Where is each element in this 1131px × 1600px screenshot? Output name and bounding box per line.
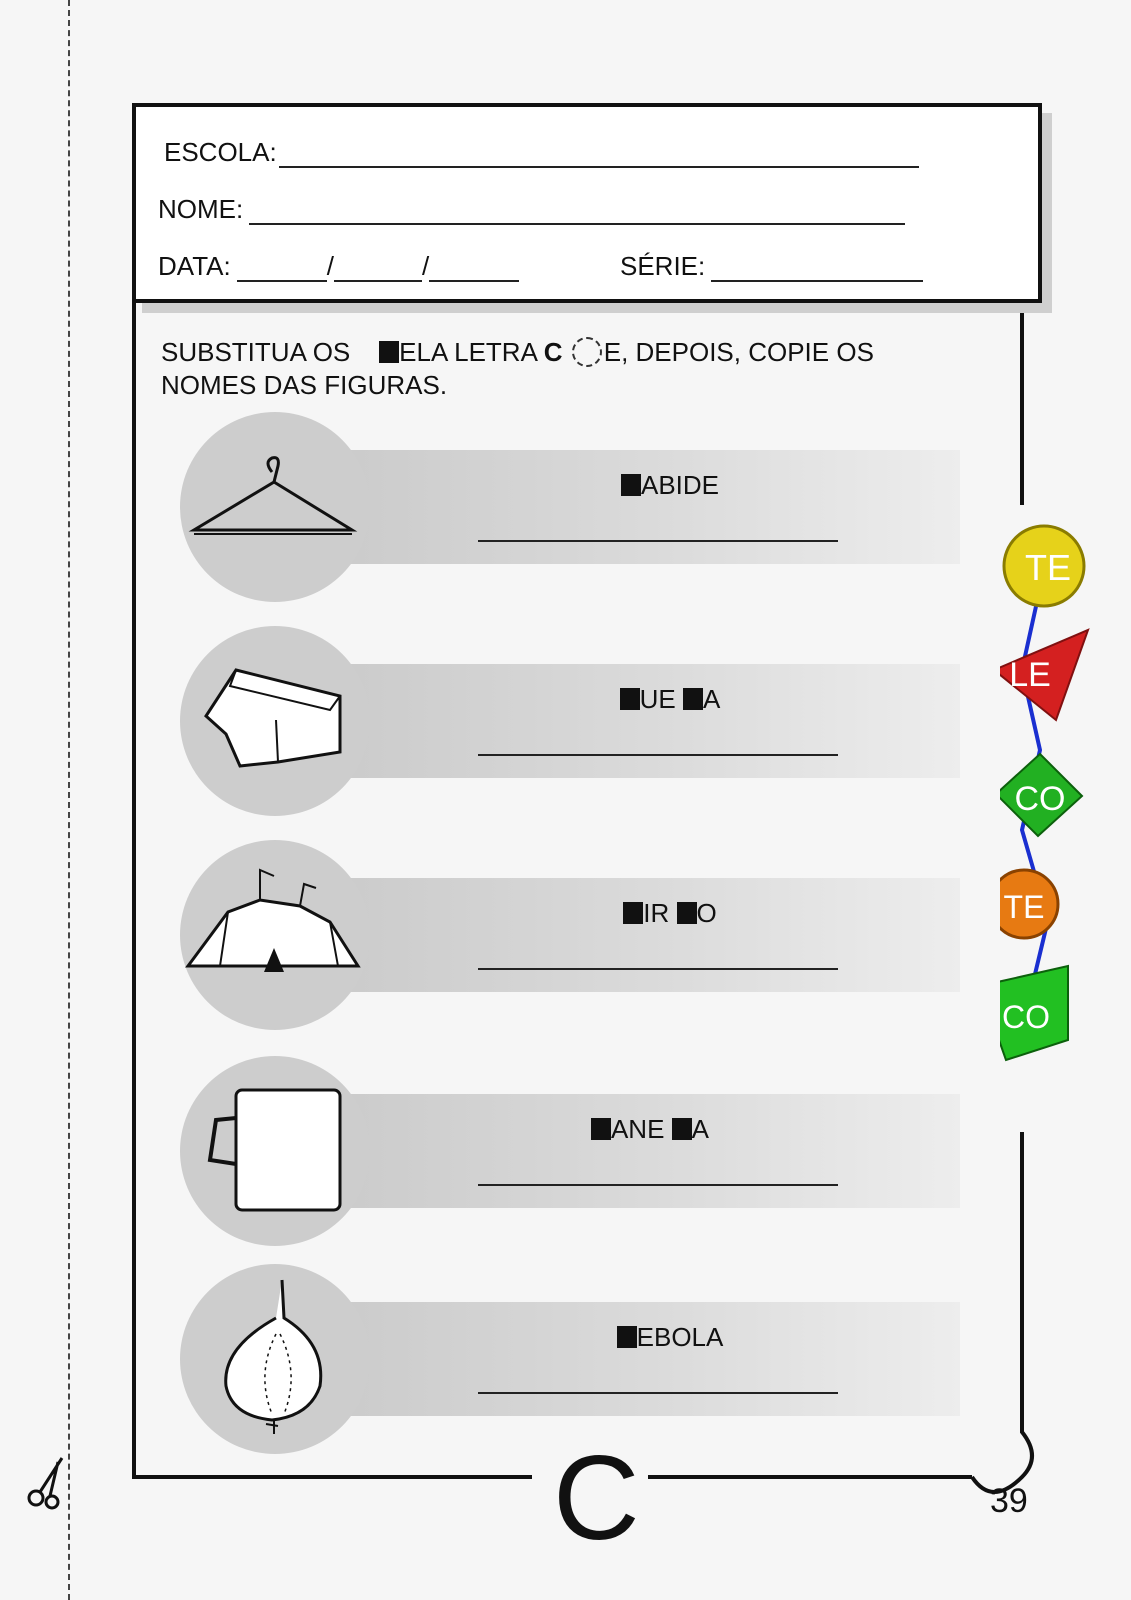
- hanger-icon: [180, 412, 370, 602]
- footer-letter: C: [545, 1438, 648, 1558]
- date-label: DATA:: [158, 251, 231, 281]
- answer-line[interactable]: [478, 754, 838, 756]
- grade-field[interactable]: [711, 258, 923, 282]
- date-month-field[interactable]: [334, 258, 422, 282]
- grade-label: SÉRIE:: [620, 251, 706, 281]
- dashed-circle-icon: [572, 337, 602, 367]
- name-label: NOME:: [158, 194, 244, 224]
- token-green: [1000, 754, 1082, 836]
- item-band: [270, 450, 960, 564]
- exercise-item: [180, 1264, 960, 1454]
- syllable-chain: [1000, 520, 1100, 1080]
- date-separator: /: [326, 251, 334, 281]
- token-yellow: [1004, 526, 1084, 606]
- page-number: 39: [990, 1482, 1028, 1520]
- circus-tent-icon: [180, 840, 370, 1030]
- grade-row: [620, 251, 923, 282]
- underwear-icon: [180, 626, 370, 816]
- svg-text:CO: CO: [1014, 780, 1066, 818]
- school-row: [164, 137, 919, 168]
- item-band: [270, 664, 960, 778]
- onion-icon: [180, 1264, 370, 1454]
- svg-text:TE: TE: [1024, 547, 1072, 588]
- scissors-icon: [22, 1452, 72, 1512]
- date-day-field[interactable]: [237, 258, 327, 282]
- item-word: IR O: [480, 898, 860, 929]
- token-red: [1000, 630, 1088, 720]
- answer-line[interactable]: [478, 968, 838, 970]
- answer-line[interactable]: [478, 1392, 838, 1394]
- item-word: UE A: [480, 684, 860, 715]
- mug-icon: [180, 1056, 370, 1246]
- date-row: [158, 251, 519, 282]
- school-field[interactable]: [279, 144, 919, 168]
- item-band: [270, 1302, 960, 1416]
- black-square-icon: [379, 341, 399, 363]
- svg-text:TE: TE: [1003, 889, 1045, 925]
- item-word: ANE A: [460, 1114, 840, 1145]
- cut-line: [68, 0, 70, 1600]
- item-band: [270, 1094, 960, 1208]
- date-separator: /: [421, 251, 430, 281]
- answer-line[interactable]: [478, 540, 838, 542]
- answer-line[interactable]: [478, 1184, 838, 1186]
- name-row: [158, 194, 905, 225]
- school-label: ESCOLA:: [164, 137, 277, 167]
- exercise-item: [180, 1056, 960, 1246]
- item-word: ABIDE: [480, 470, 860, 501]
- exercise-item: [180, 840, 960, 1030]
- header-box: [132, 103, 1042, 303]
- item-word: EBOLA: [480, 1322, 860, 1353]
- date-year-field[interactable]: [429, 258, 519, 282]
- instruction-text: SUBSTITUA OS ELA LETRA C E, DEPOIS, COPIE OS NOMES DAS FIGURAS.: [161, 337, 874, 400]
- name-field[interactable]: [249, 201, 905, 225]
- svg-text:CO: CO: [1002, 999, 1050, 1035]
- token-green-flag: [1000, 966, 1068, 1060]
- exercise-item: [180, 626, 960, 816]
- token-orange: [1000, 870, 1058, 938]
- item-band: [270, 878, 960, 992]
- exercise-item: [180, 412, 960, 602]
- svg-text:LE: LE: [1009, 656, 1051, 694]
